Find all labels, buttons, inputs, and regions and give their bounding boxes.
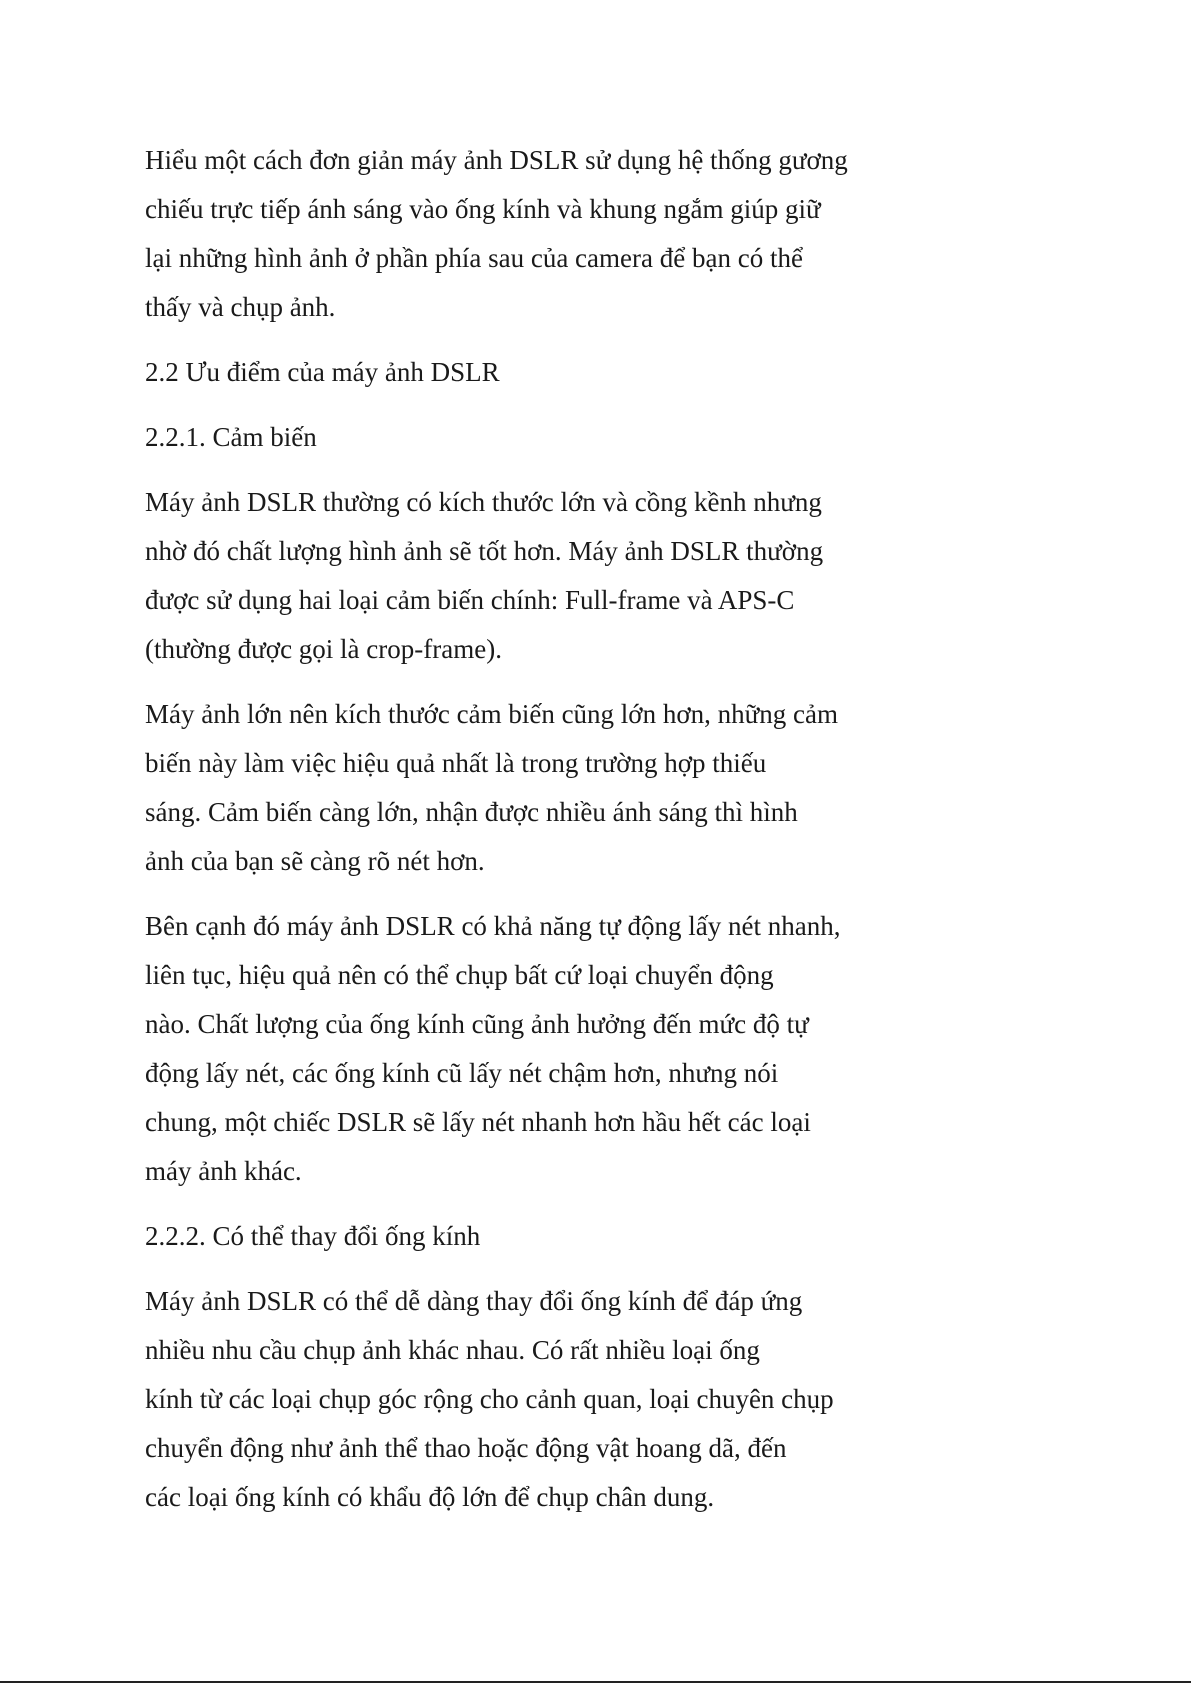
text-line: nào. Chất lượng của ống kính cũng ảnh hưởng đến mức độ tự (145, 1009, 809, 1039)
text-line: Máy ảnh lớn nên kích thước cảm biến cũng lớn hơn, những cảm (145, 699, 838, 729)
text-line: máy ảnh khác. (145, 1156, 302, 1186)
text-line: liên tục, hiệu quả nên có thể chụp bất cứ loại chuyển động (145, 960, 774, 990)
text-line: kính từ các loại chụp góc rộng cho cảnh quan, loại chuyên chụp (145, 1384, 834, 1414)
text-line: Bên cạnh đó máy ảnh DSLR có khả năng tự động lấy nét nhanh, (145, 911, 841, 941)
text-line: chiếu trực tiếp ánh sáng vào ống kính và khung ngắm giúp giữ (145, 194, 821, 224)
paragraph-intro (145, 136, 905, 332)
text-line: Hiểu một cách đơn giản máy ảnh DSLR sử dụng hệ thống gương (145, 145, 848, 175)
text-line: ảnh của bạn sẽ càng rõ nét hơn. (145, 846, 485, 876)
text-line: được sử dụng hai loại cảm biến chính: Full-frame và APS-C (145, 585, 795, 615)
text-line: nhờ đó chất lượng hình ảnh sẽ tốt hơn. Máy ảnh DSLR thường (145, 536, 824, 566)
text-line: các loại ống kính có khẩu độ lớn để chụp chân dung. (145, 1482, 715, 1512)
document-page (145, 136, 905, 1538)
text-line: thấy và chụp ảnh. (145, 292, 336, 322)
section-heading: 2.2 Ưu điểm của máy ảnh DSLR (145, 357, 500, 387)
text-line: lại những hình ảnh ở phần phía sau của camera để bạn có thể (145, 243, 803, 273)
paragraph-sensor-size (145, 478, 905, 674)
subsection-heading-sensor: 2.2.1. Cảm biến (145, 422, 317, 452)
text-line: sáng. Cảm biến càng lớn, nhận được nhiều ánh sáng thì hình (145, 797, 798, 827)
text-line: biến này làm việc hiệu quả nhất là trong trường hợp thiếu (145, 748, 767, 778)
text-line: động lấy nét, các ống kính cũ lấy nét chậm hơn, nhưng nói (145, 1058, 779, 1088)
text-line: nhiều nhu cầu chụp ảnh khác nhau. Có rất nhiều loại ống (145, 1335, 760, 1365)
paragraph-autofocus (145, 902, 905, 1196)
text-line: chuyển động như ảnh thể thao hoặc động vật hoang dã, đến (145, 1433, 787, 1463)
subsection-heading-lens: 2.2.2. Có thể thay đổi ống kính (145, 1221, 481, 1251)
text-line: chung, một chiếc DSLR sẽ lấy nét nhanh hơn hầu hết các loại (145, 1107, 811, 1137)
text-line: Máy ảnh DSLR có thể dễ dàng thay đổi ống kính để đáp ứng (145, 1286, 803, 1316)
paragraph-sensor-light (145, 690, 905, 886)
paragraph-lens (145, 1277, 905, 1522)
page-bottom-rule (0, 1681, 1191, 1683)
text-line: (thường được gọi là crop-frame). (145, 634, 502, 664)
text-line: Máy ảnh DSLR thường có kích thước lớn và cồng kềnh nhưng (145, 487, 822, 517)
